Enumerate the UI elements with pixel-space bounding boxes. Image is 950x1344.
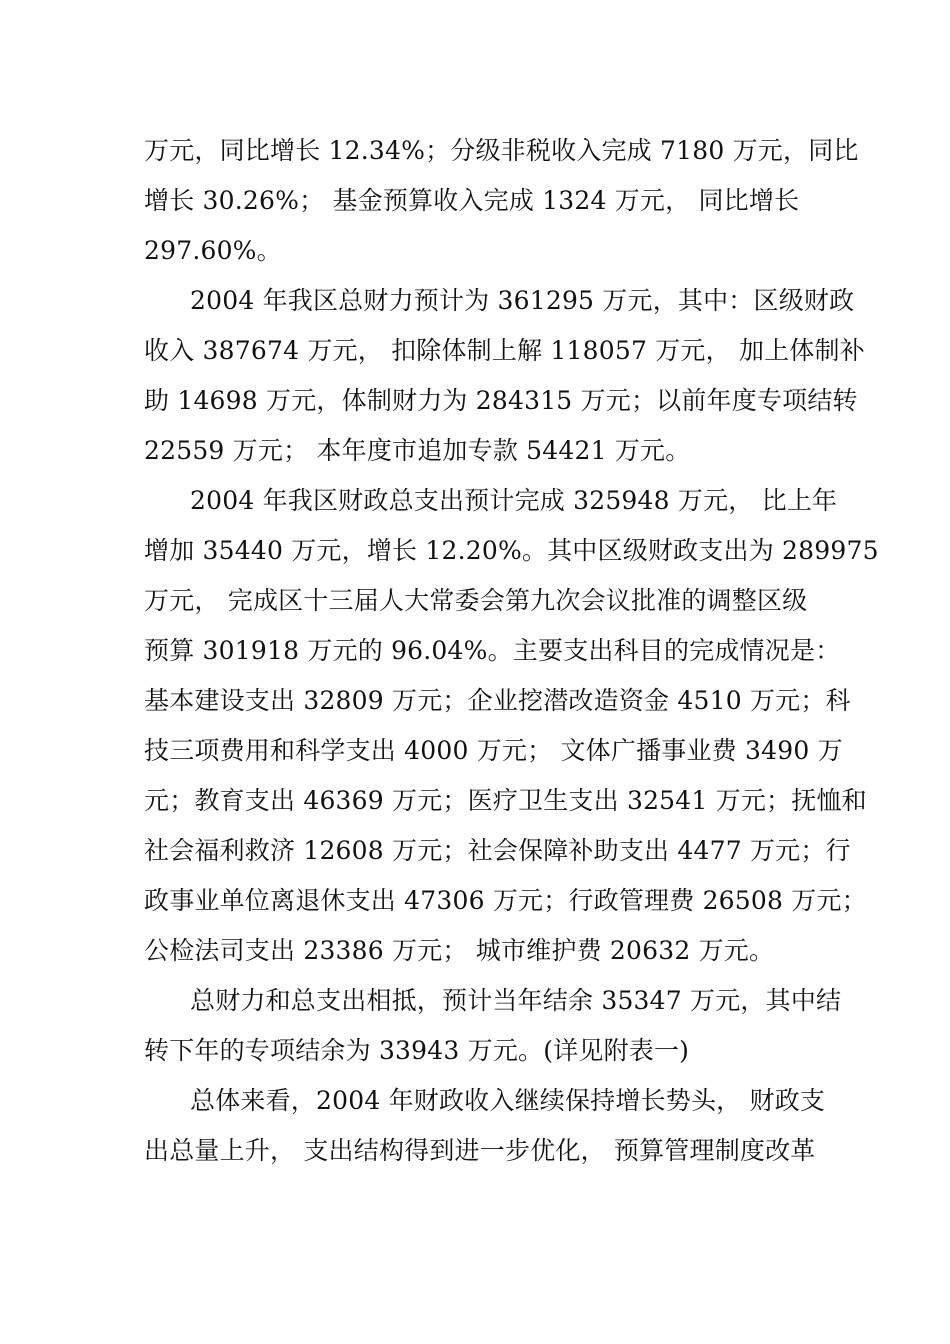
document-body	[144, 126, 879, 1176]
body-line-3: 297.60%。	[144, 236, 282, 265]
body-line-21: 出总量上升， 支出结构得到进一步优化， 预算管理制度改革	[144, 1136, 816, 1165]
body-line-20: 总体来看，2004 年财政收入继续保持增长势头， 财政支	[190, 1086, 826, 1115]
body-line-6: 助 14698 万元，体制财力为 284315 万元；以前年度专项结转	[144, 386, 858, 415]
body-line-16: 政事业单位离退休支出 47306 万元；行政管理费 26508 万元；	[144, 886, 867, 915]
body-line-7: 22559 万元； 本年度市追加专款 54421 万元。	[144, 436, 691, 465]
body-line-5: 收入 387674 万元， 扣除体制上解 118057 万元， 加上体制补	[144, 336, 865, 365]
body-line-1: 万元，同比增长 12.34%；分级非税收入完成 7180 万元，同比	[144, 136, 859, 165]
body-line-10: 万元， 完成区十三届人大常委会第九次会议批准的调整区级	[144, 586, 808, 615]
body-line-4: 2004 年我区总财力预计为 361295 万元，其中：区级财政	[190, 286, 855, 315]
body-line-2: 增长 30.26%； 基金预算收入完成 1324 万元， 同比增长	[144, 186, 800, 215]
body-line-12: 基本建设支出 32809 万元；企业挖潜改造资金 4510 万元；科	[144, 686, 851, 715]
body-line-8: 2004 年我区财政总支出预计完成 325948 万元， 比上年	[190, 486, 838, 515]
body-line-15: 社会福利救济 12608 万元；社会保障补助支出 4477 万元；行	[144, 836, 851, 865]
body-line-9: 增加 35440 万元，增长 12.20%。其中区级财政支出为 289975	[144, 536, 879, 565]
body-line-13: 技三项费用和科学支出 4000 万元； 文体广播事业费 3490 万	[144, 736, 843, 765]
body-line-11: 预算 301918 万元的 96.04%。主要支出科目的完成情况是：	[144, 636, 841, 665]
body-line-17: 公检法司支出 23386 万元； 城市维护费 20632 万元。	[144, 936, 775, 965]
body-line-18: 总财力和总支出相抵，预计当年结余 35347 万元，其中结	[190, 986, 842, 1015]
body-line-19: 转下年的专项结余为 33943 万元。(详见附表一)	[144, 1036, 690, 1065]
body-line-14: 元；教育支出 46369 万元；医疗卫生支出 32541 万元；抚恤和	[144, 786, 867, 815]
